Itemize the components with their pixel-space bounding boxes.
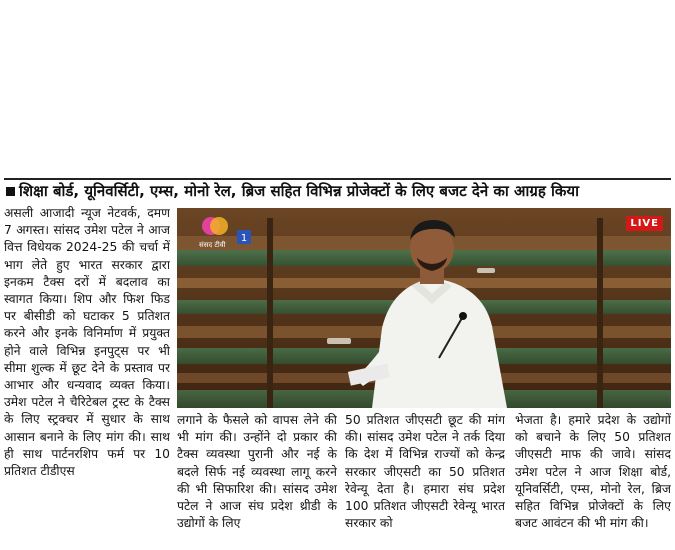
subheadline (4, 178, 671, 204)
news-photo (177, 208, 671, 408)
subheadline-text: शिक्षा बोर्ड, यूनिवर्सिटी, एम्स, मोनो रेल, ब्रिज सहित विभिन्न प्रोजेक्टों के लिए बजट देने का आग्रह किया (19, 182, 580, 200)
article-column-4: भेजता है। हमारे प्रदेश के उद्योगों को बचाने के लिए 50 प्रतिशत जीएसटी माफ की जावे। सांसद उमेश पटेल ने आज शिक्षा बोर्ड, यूनिवर्सिटी, एम्स, मोनो रेल, ब्रिज सहित विभिन्न प्रोजेक्टों के लिए बजट आवंटन की भी मांग की। (515, 413, 671, 531)
article-column-1: असली आजादी न्यूज नेटवर्क, दमण 7 अगस्त। सांसद उमेश पटेल ने आज वित्त विधेयक 2024-25 की चर्चा में भाग लेते हुए भारत सरकार द्वारा इनकम टैक्स दरों में बदलाव का स्वागत किया। शिप और फिश फिड पर बीसीडी को घटाकर 5 प्रतिशत करने और इनके विनिर्माण में प्रयुक्त होने वाले विभिन्न इनपुट्स पर भी सीमा शुल्क में छूट देने के प्रस्ताव पर आभार और धन्यवाद व्यक्त किया। उमेश पटेल ने चैरिटेबल ट्रस्ट के टैक्स के लिए स्ट्रक्चर में सुधार के साथ आसान बनाने के लिए मांग की। साथ ही साथ पार्टनरशिप फर्म पर 10 प्रतिशत टीडीएस (4, 206, 170, 479)
channel-logo-text: संसद टीवी (199, 241, 226, 249)
bullet-icon (6, 187, 15, 196)
svg-text:1: 1 (240, 233, 248, 244)
article-column-3: 50 प्रतिशत जीएसटी छूट की मांग की। सांसद उमेश पटेल ने तर्क दिया कि देश में विभिन्न राज्यों को केन्द्र सरकार जीएसटी का 50 प्रतिशत रेवेन्यू देता है। हमारा संघ प्रदेश 100 प्रतिशत जीएसटी रेवेन्यू भारत सरकार को (345, 413, 505, 531)
sansad-tv-logo (197, 214, 259, 250)
live-badge: LIVE (626, 216, 663, 231)
article-column-2: लगाने के फैसले को वापस लेने की भी मांग की। उन्होंने दो प्रकार की टैक्स व्यवस्था पुरानी और नई के बदले सिर्फ नई व्यवस्था लागू करने की भी सिफारिश की। सांसद उमेश पटेल ने आज संघ प्रदेश थ्रीडी के उद्योगों के लिए (177, 413, 337, 531)
